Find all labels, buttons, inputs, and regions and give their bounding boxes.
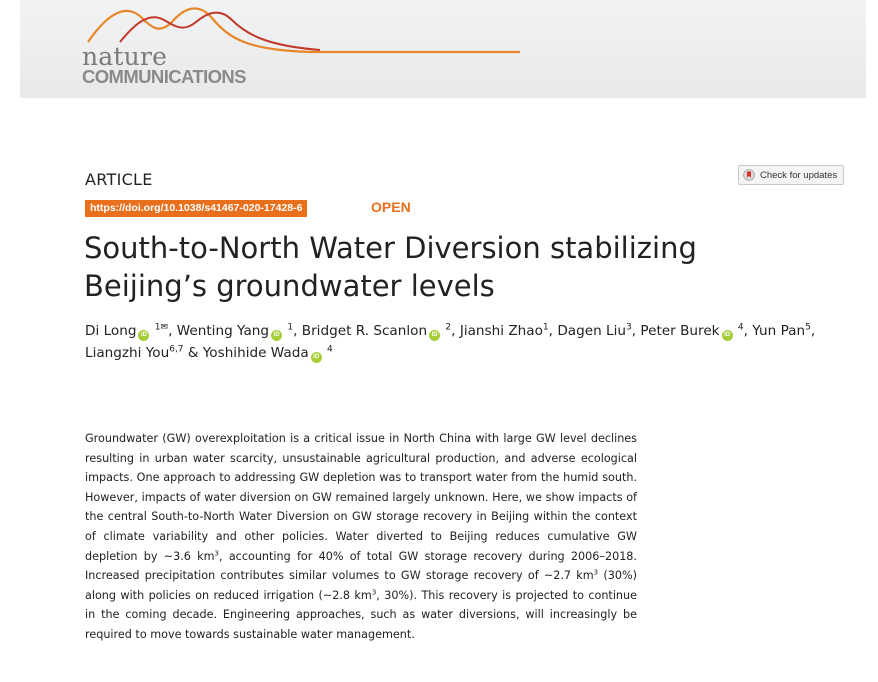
article-title	[84, 229, 864, 305]
title-line-2: Beijing’s groundwater levels	[84, 269, 495, 303]
author[interactable]: Peter Burek	[640, 323, 720, 339]
author[interactable]: Bridget R. Scanlon	[301, 323, 428, 339]
author[interactable]: Wenting Yang	[176, 323, 270, 339]
open-access-badge: OPEN	[371, 199, 411, 215]
author-affiliation: 1	[287, 322, 294, 333]
author-affiliation: 4	[737, 322, 744, 333]
journal-banner	[20, 0, 866, 98]
doi-link[interactable]: https://doi.org/10.1038/s41467-020-17428-6	[85, 200, 307, 217]
author[interactable]: Jianshi Zhao	[459, 323, 543, 339]
author-affiliation: 3	[626, 322, 632, 333]
author[interactable]: Yoshihide Wada	[202, 345, 309, 361]
orcid-icon[interactable]: iD	[271, 330, 282, 341]
author-affiliation: 5	[805, 322, 811, 333]
author-affiliation: 2	[445, 322, 452, 333]
crossmark-icon	[743, 169, 755, 181]
author-affiliation: 4	[326, 344, 333, 355]
orcid-icon[interactable]: iD	[722, 330, 733, 341]
author-list: Di Long iD $^{1✉}$, Wenting Yang iD $^1$, Bridget R. Scanlon iD $^2$, Jianshi Zhao$^1$, Dagen Liu$^3$, Peter Burek iD $^4$, Yun Pan$^5$, Liangzhi You$^{6,7}$ & Yoshihide Wada iD $^4$	[85, 322, 816, 361]
author[interactable]: Dagen Liu	[557, 323, 627, 339]
author[interactable]: Yun Pan	[752, 323, 806, 339]
check-for-updates-button[interactable]	[738, 165, 844, 185]
article-type-label: ARTICLE	[85, 170, 153, 189]
title-line-1: South-to-North Water Diversion stabilizing	[84, 231, 697, 265]
logo-nature-text: nature	[82, 42, 168, 71]
orcid-icon[interactable]: iD	[311, 352, 322, 363]
orcid-icon[interactable]: iD	[429, 330, 440, 341]
check-for-updates-label: Check for updates	[760, 169, 838, 181]
author-affiliation: 1	[542, 322, 549, 333]
author-affiliation: 6,7	[169, 344, 184, 355]
author[interactable]: Liangzhi You	[85, 345, 170, 361]
abstract: Groundwater (GW) overexploitation is a critical issue in North China with large GW level declines resulting in urban water scarcity, unsustainable agricultural production, and adverse ecological impacts. One approach to addressing GW depletion was to transport water from the humid south. However, impacts of water diversion on GW remained largely unknown. Here, we show impacts of the central South-to-North Water Diversion on GW storage recovery in Beijing within the context of climate variability and other policies. Water diverted to Beijing reduces cumulative GW depletion by ~3.6 $km^3$, accounting for 40% of total GW storage recovery during 2006–2018. Increased precipitation contributes similar volumes to GW storage recovery of ~2.7 $km^3$ (30%) along with policies on reduced irrigation (~2.8 $km^3$, 30%). This recovery is projected to continue in the coming decade. Engineering approaches, such as water diversions, will increasingly be required to move towards sustainable water management.	[85, 432, 637, 641]
logo-communications-text: COMMUNICATIONS	[82, 66, 246, 87]
author[interactable]: Di Long	[85, 323, 137, 339]
author-affiliation: 1✉	[154, 322, 169, 333]
orcid-icon[interactable]: iD	[138, 330, 149, 341]
